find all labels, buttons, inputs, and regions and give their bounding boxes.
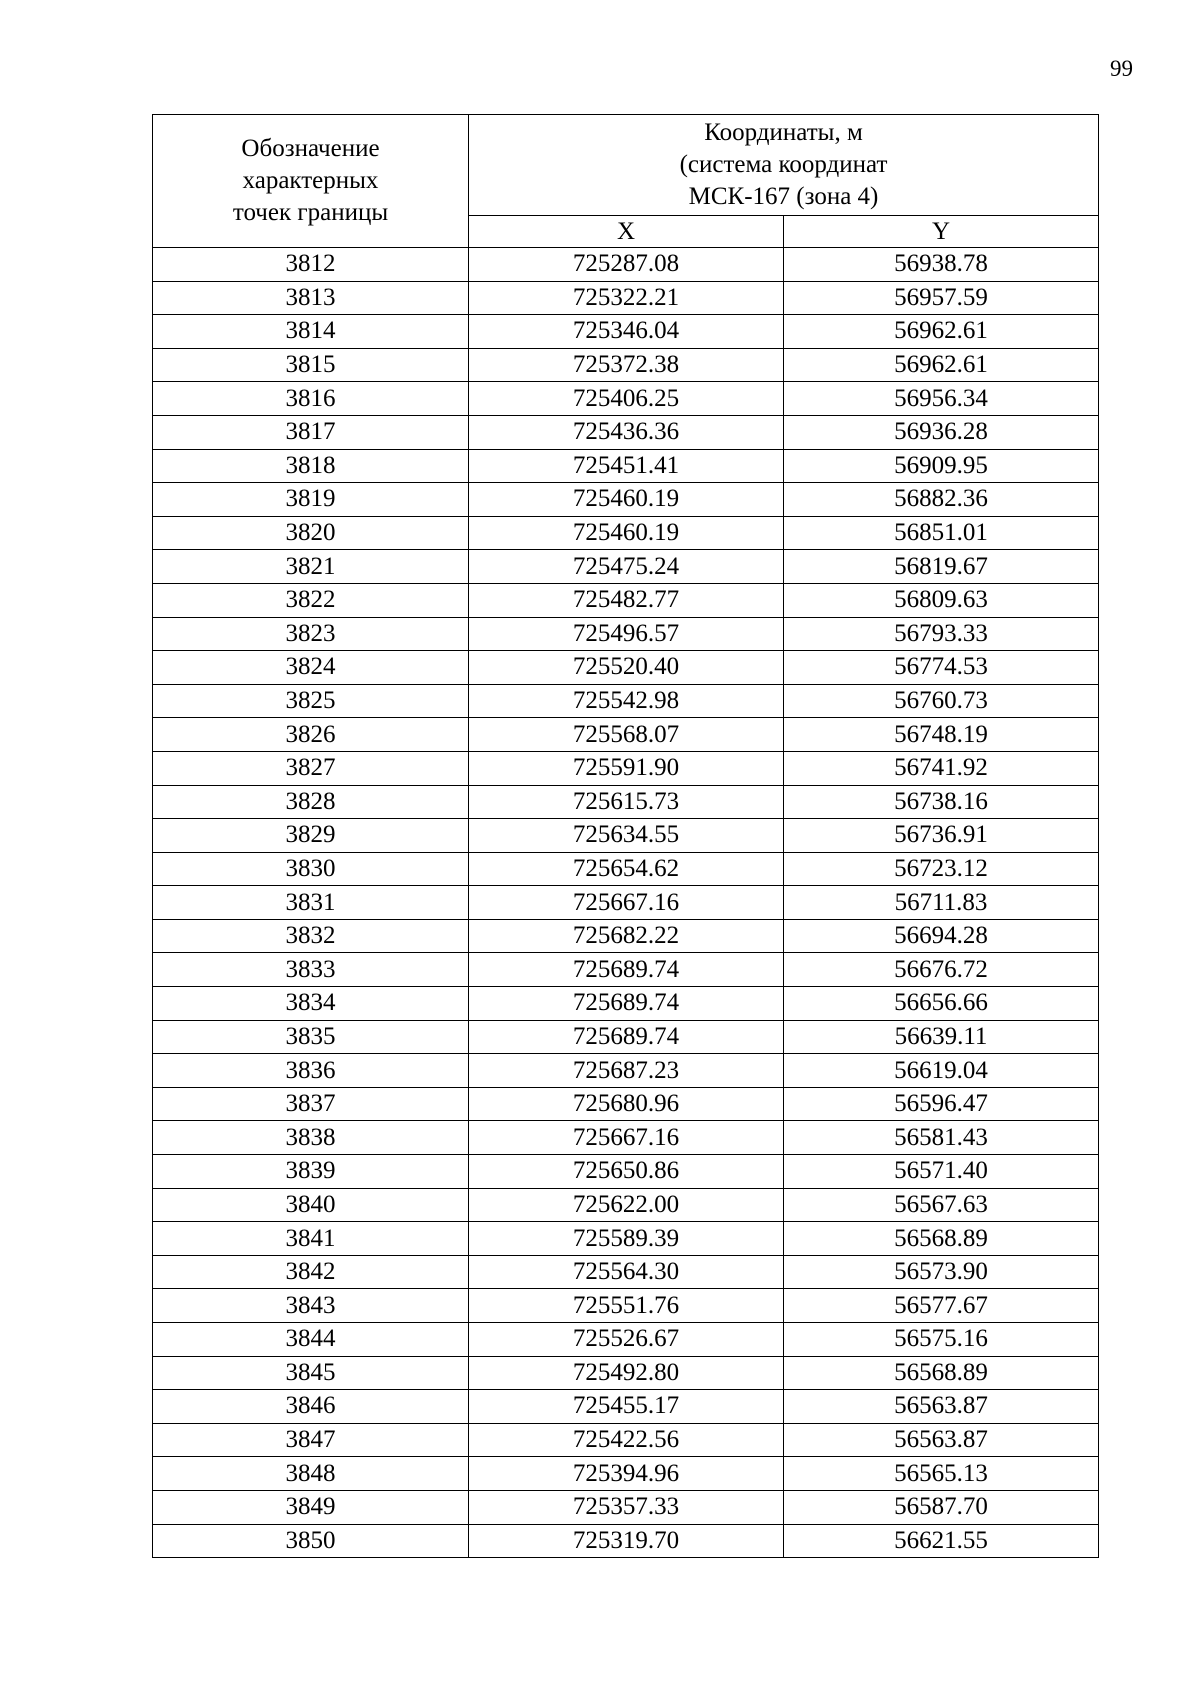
header-point-designation xyxy=(153,115,469,248)
cell-x: 725667.16 xyxy=(469,886,784,920)
cell-point: 3814 xyxy=(153,315,469,349)
cell-point: 3820 xyxy=(153,516,469,550)
cell-y: 56567.63 xyxy=(784,1188,1099,1222)
cell-point: 3822 xyxy=(153,583,469,617)
cell-y: 56723.12 xyxy=(784,852,1099,886)
header-designation-line: точек границы xyxy=(232,199,389,226)
table-row xyxy=(153,248,1099,282)
table-row xyxy=(153,1155,1099,1189)
table-row xyxy=(153,718,1099,752)
cell-y: 56936.28 xyxy=(784,415,1099,449)
cell-point: 3813 xyxy=(153,281,469,315)
cell-point: 3816 xyxy=(153,382,469,416)
cell-x: 725455.17 xyxy=(469,1390,784,1424)
table-row xyxy=(153,819,1099,853)
table-row xyxy=(153,1457,1099,1491)
cell-x: 725615.73 xyxy=(469,785,784,819)
cell-x: 725564.30 xyxy=(469,1255,784,1289)
cell-point: 3842 xyxy=(153,1255,469,1289)
cell-y: 56711.83 xyxy=(784,886,1099,920)
cell-y: 56760.73 xyxy=(784,684,1099,718)
cell-point: 3840 xyxy=(153,1188,469,1222)
table-row xyxy=(153,1121,1099,1155)
cell-x: 725680.96 xyxy=(469,1087,784,1121)
cell-point: 3844 xyxy=(153,1323,469,1357)
table-row xyxy=(153,1356,1099,1390)
cell-x: 725687.23 xyxy=(469,1054,784,1088)
cell-y: 56577.67 xyxy=(784,1289,1099,1323)
header-x: X xyxy=(469,215,784,247)
table-row xyxy=(153,1054,1099,1088)
cell-x: 725460.19 xyxy=(469,483,784,517)
cell-point: 3839 xyxy=(153,1155,469,1189)
cell-y: 56851.01 xyxy=(784,516,1099,550)
cell-point: 3846 xyxy=(153,1390,469,1424)
cell-y: 56571.40 xyxy=(784,1155,1099,1189)
table-row xyxy=(153,1087,1099,1121)
header-coordinates-line: Координаты, м xyxy=(704,118,863,146)
cell-y: 56909.95 xyxy=(784,449,1099,483)
cell-x: 725654.62 xyxy=(469,852,784,886)
cell-x: 725287.08 xyxy=(469,248,784,282)
table-row xyxy=(153,415,1099,449)
table-row xyxy=(153,483,1099,517)
table-body xyxy=(153,248,1099,1558)
header-designation-line: Обозначение xyxy=(241,135,380,162)
cell-point: 3817 xyxy=(153,415,469,449)
cell-x: 725357.33 xyxy=(469,1490,784,1524)
cell-point: 3831 xyxy=(153,886,469,920)
cell-x: 725622.00 xyxy=(469,1188,784,1222)
table-row xyxy=(153,1289,1099,1323)
cell-x: 725682.22 xyxy=(469,919,784,953)
cell-point: 3829 xyxy=(153,819,469,853)
cell-y: 56774.53 xyxy=(784,651,1099,685)
cell-y: 56581.43 xyxy=(784,1121,1099,1155)
cell-point: 3832 xyxy=(153,919,469,953)
page-number: 99 xyxy=(1110,56,1133,81)
table-row xyxy=(153,1222,1099,1256)
cell-x: 725591.90 xyxy=(469,751,784,785)
table-row xyxy=(153,1323,1099,1357)
cell-x: 725394.96 xyxy=(469,1457,784,1491)
cell-point: 3812 xyxy=(153,248,469,282)
table-row xyxy=(153,684,1099,718)
cell-point: 3828 xyxy=(153,785,469,819)
cell-x: 725542.98 xyxy=(469,684,784,718)
cell-point: 3818 xyxy=(153,449,469,483)
table-row xyxy=(153,1255,1099,1289)
cell-x: 725526.67 xyxy=(469,1323,784,1357)
table-row xyxy=(153,348,1099,382)
cell-x: 725482.77 xyxy=(469,583,784,617)
table-row xyxy=(153,281,1099,315)
cell-y: 56587.70 xyxy=(784,1490,1099,1524)
cell-x: 725475.24 xyxy=(469,550,784,584)
cell-x: 725689.74 xyxy=(469,953,784,987)
cell-x: 725319.70 xyxy=(469,1524,784,1558)
cell-point: 3843 xyxy=(153,1289,469,1323)
header-coordinates xyxy=(469,115,1099,216)
cell-x: 725496.57 xyxy=(469,617,784,651)
cell-point: 3834 xyxy=(153,987,469,1021)
cell-y: 56563.87 xyxy=(784,1390,1099,1424)
cell-y: 56656.66 xyxy=(784,987,1099,1021)
cell-point: 3821 xyxy=(153,550,469,584)
header-designation-line: характерных xyxy=(242,167,379,194)
table-row xyxy=(153,953,1099,987)
cell-y: 56568.89 xyxy=(784,1356,1099,1390)
cell-y: 56738.16 xyxy=(784,785,1099,819)
cell-point: 3819 xyxy=(153,483,469,517)
cell-y: 56741.92 xyxy=(784,751,1099,785)
cell-x: 725460.19 xyxy=(469,516,784,550)
cell-point: 3847 xyxy=(153,1423,469,1457)
cell-point: 3848 xyxy=(153,1457,469,1491)
cell-x: 725551.76 xyxy=(469,1289,784,1323)
cell-x: 725492.80 xyxy=(469,1356,784,1390)
cell-x: 725346.04 xyxy=(469,315,784,349)
cell-x: 725322.21 xyxy=(469,281,784,315)
cell-point: 3824 xyxy=(153,651,469,685)
table-row xyxy=(153,315,1099,349)
cell-x: 725451.41 xyxy=(469,449,784,483)
table-row xyxy=(153,583,1099,617)
cell-y: 56793.33 xyxy=(784,617,1099,651)
cell-x: 725422.56 xyxy=(469,1423,784,1457)
cell-point: 3838 xyxy=(153,1121,469,1155)
cell-y: 56938.78 xyxy=(784,248,1099,282)
table-row xyxy=(153,919,1099,953)
cell-point: 3825 xyxy=(153,684,469,718)
table-row xyxy=(153,382,1099,416)
table-row xyxy=(153,987,1099,1021)
cell-y: 56573.90 xyxy=(784,1255,1099,1289)
cell-point: 3835 xyxy=(153,1020,469,1054)
cell-point: 3833 xyxy=(153,953,469,987)
cell-y: 56565.13 xyxy=(784,1457,1099,1491)
cell-y: 56676.72 xyxy=(784,953,1099,987)
cell-y: 56748.19 xyxy=(784,718,1099,752)
coordinates-table xyxy=(152,114,1099,1558)
cell-point: 3823 xyxy=(153,617,469,651)
cell-x: 725650.86 xyxy=(469,1155,784,1189)
table-row xyxy=(153,1020,1099,1054)
cell-point: 3849 xyxy=(153,1490,469,1524)
cell-y: 56882.36 xyxy=(784,483,1099,517)
cell-x: 725689.74 xyxy=(469,987,784,1021)
table-row xyxy=(153,516,1099,550)
cell-x: 725667.16 xyxy=(469,1121,784,1155)
cell-x: 725634.55 xyxy=(469,819,784,853)
cell-point: 3836 xyxy=(153,1054,469,1088)
table-row xyxy=(153,617,1099,651)
cell-y: 56694.28 xyxy=(784,919,1099,953)
table-row xyxy=(153,886,1099,920)
cell-point: 3830 xyxy=(153,852,469,886)
cell-point: 3826 xyxy=(153,718,469,752)
table-header xyxy=(153,115,1099,248)
cell-y: 56962.61 xyxy=(784,315,1099,349)
cell-x: 725372.38 xyxy=(469,348,784,382)
cell-y: 56568.89 xyxy=(784,1222,1099,1256)
table-row xyxy=(153,1390,1099,1424)
cell-y: 56619.04 xyxy=(784,1054,1099,1088)
cell-point: 3845 xyxy=(153,1356,469,1390)
table-row xyxy=(153,785,1099,819)
cell-y: 56819.67 xyxy=(784,550,1099,584)
cell-y: 56621.55 xyxy=(784,1524,1099,1558)
cell-x: 725436.36 xyxy=(469,415,784,449)
table-row xyxy=(153,449,1099,483)
cell-point: 3827 xyxy=(153,751,469,785)
cell-x: 725568.07 xyxy=(469,718,784,752)
cell-y: 56563.87 xyxy=(784,1423,1099,1457)
table-row xyxy=(153,1423,1099,1457)
cell-y: 56809.63 xyxy=(784,583,1099,617)
cell-point: 3815 xyxy=(153,348,469,382)
table-row xyxy=(153,550,1099,584)
header-y: Y xyxy=(784,215,1099,247)
table-row xyxy=(153,1490,1099,1524)
table-row xyxy=(153,1524,1099,1558)
cell-y: 56639.11 xyxy=(784,1020,1099,1054)
cell-x: 725406.25 xyxy=(469,382,784,416)
table-row xyxy=(153,1188,1099,1222)
header-coordinates-line: МСК-167 (зона 4) xyxy=(688,182,879,210)
cell-x: 725589.39 xyxy=(469,1222,784,1256)
cell-point: 3837 xyxy=(153,1087,469,1121)
cell-y: 56962.61 xyxy=(784,348,1099,382)
table-row xyxy=(153,751,1099,785)
cell-y: 56575.16 xyxy=(784,1323,1099,1357)
cell-x: 725520.40 xyxy=(469,651,784,685)
header-coordinates-line: (система координат xyxy=(679,150,888,178)
cell-x: 725689.74 xyxy=(469,1020,784,1054)
cell-y: 56957.59 xyxy=(784,281,1099,315)
table-row xyxy=(153,852,1099,886)
cell-y: 56596.47 xyxy=(784,1087,1099,1121)
cell-y: 56956.34 xyxy=(784,382,1099,416)
cell-y: 56736.91 xyxy=(784,819,1099,853)
cell-point: 3841 xyxy=(153,1222,469,1256)
cell-point: 3850 xyxy=(153,1524,469,1558)
table-row xyxy=(153,651,1099,685)
